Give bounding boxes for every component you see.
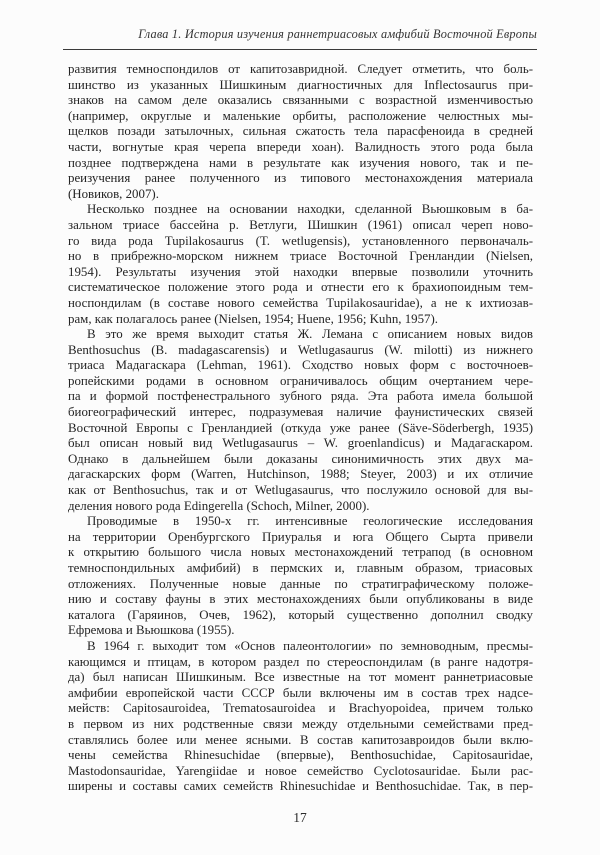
text-line: был описан новый вид Wetlugasaurus – W. groenlandicus) и Мадагаскаром. xyxy=(68,436,533,451)
text-line: знаков на самом деле оказались связанными с возрастной изменчивостью xyxy=(68,93,533,108)
text-line: как от Benthosuchus, так и от Wetlugasaurus, что послужило основой для вы- xyxy=(68,483,533,498)
text-line: Mastodonsauridae, Yarengiidae и новое семейство Cyclotosauridae. Были рас- xyxy=(68,763,533,778)
running-header: Глава 1. История изучения раннетриасовых амфибий Восточной Европы xyxy=(138,27,537,41)
header-rule-divider xyxy=(63,49,537,50)
paragraph xyxy=(68,62,533,202)
text-line: позднее подтверждена нами в результате как изучения нового, так и пе- xyxy=(68,155,533,170)
paragraph xyxy=(68,327,533,514)
text-line: но в прибрежно-морском нижнем триасе Восточной Гренландии (Nielsen, xyxy=(68,249,533,264)
paragraph xyxy=(68,202,533,327)
text-line: дагаскарских форм (Warren, Hutchinson, 1988; Steyer, 2003) и их отличие xyxy=(68,467,533,482)
text-line: триаса Мадагаскара (Lehman, 1961). Сходство новых форм с восточноев- xyxy=(68,358,533,373)
text-line: ропейскими родами в основном ограничивалось общим очертанием чере- xyxy=(68,373,533,388)
page-number: 17 xyxy=(293,810,307,825)
text-line: па и формой постфенестрального зубного ряда. Эта работа имела большой xyxy=(68,389,533,404)
text-line: отложениях. Полученные новые данные по стратиграфическому положе- xyxy=(68,576,533,591)
text-line: систематическое положение этого рода и отнести его к брахиопоидным тем- xyxy=(68,280,533,295)
text-line: мейств: Capitosauroidea, Trematosauroidea и Brachyopoidea, причем только xyxy=(68,701,533,716)
text-line: амфибии европейской части СССР были включены им в состав трех надсе- xyxy=(68,685,533,700)
text-line: да) был написан Шишкиным. Все известные на тот момент раннетриасовые xyxy=(68,670,533,685)
paragraph xyxy=(68,639,533,795)
text-line: Восточной Европы с Гренландией (откуда уже ранее (Säve-Söderbergh, 1935) xyxy=(68,420,533,435)
text-line: (например, округлые и маленькие орбиты, расположение челюстных мы- xyxy=(68,108,533,123)
text-line: нию и составу фауны в этих местонахождениях были опубликованы в виде xyxy=(68,592,533,607)
text-line: биогеографический интерес, подразумевая наличие фаунистических связей xyxy=(68,405,533,420)
text-line: рам, как полагалось ранее (Nielsen, 1954; Huene, 1956; Kuhn, 1957). xyxy=(68,311,439,326)
text-line: носпондилам (в составе нового семейства Tupilakosauridae), а не к ихтиозав- xyxy=(68,295,533,310)
text-line: деления нового рода Edingerella (Schoch, Milner, 2000). xyxy=(68,498,370,513)
text-line: ширены и составы самих семейств Rhinesuchidae и Benthosuchidae. Так, в пер- xyxy=(68,779,533,794)
text-line: ставлялись более или менее ясными. В состав капитозавроидов были вклю- xyxy=(68,732,533,747)
text-line: Ефремова и Вьюшкова (1955). xyxy=(68,623,235,638)
text-line: Benthosuchus (B. madagascarensis) и Wetlugasaurus (W. milotti) из нижнего xyxy=(68,342,533,357)
page-body-text xyxy=(68,62,533,795)
text-line: В 1964 г. выходит том «Основ палеонтологии» по земноводным, пресмы- xyxy=(87,638,533,653)
text-line: зальном триасе бассейна р. Ветлуги, Шишкин (1961) описал череп ново- xyxy=(68,217,533,232)
text-line: к открытию большого числа новых местонахождений тетрапод (в основном xyxy=(68,545,533,560)
text-line: го вида рода Tupilakosaurus (T. wetlugensis), установленного первоначаль- xyxy=(68,233,533,248)
text-line: в первом из них родственные связи между отдельными семействами пред- xyxy=(68,716,533,731)
paragraph xyxy=(68,514,533,639)
text-line: кающимся и птицам, в котором раздел по стереоспондилам (в ранге надотря- xyxy=(68,654,533,669)
text-line: 1954). Результаты изучения этой находки впервые позволили уточнить xyxy=(68,264,533,279)
text-line: темноспондильных амфибий) в пермских и, главным образом, триасовых xyxy=(68,561,533,575)
text-line: Несколько позднее на основании находки, сделанной Вьюшковым в ба- xyxy=(87,202,533,217)
text-line: части, вогнутые края черепа впереди хоан). Валидность этого рода была xyxy=(68,139,533,154)
text-line: шинство из указанных Шишкиным диагностичных для Inflectosaurus при- xyxy=(68,77,533,92)
text-line: Однако в дальнейшем были доказаны синонимичность этих двух ма- xyxy=(68,451,533,466)
text-line: В это же время выходит статья Ж. Лемана с описанием новых видов xyxy=(87,327,533,342)
text-line: каталога (Гаряинов, Очев, 1962), который существенно дополнил сводку xyxy=(68,607,533,622)
text-line: щелков позади затылочных, сильная сжатость тела парасфеноида в средней xyxy=(68,124,533,139)
text-line: чены семейства Rhinesuchidae (впервые), Benthosuchidae, Capitosauridae, xyxy=(68,748,533,763)
text-line: на территории Оренбургского Приуралья и юга Общего Сырта привели xyxy=(68,529,533,544)
text-line: реизучения ранее полученного из типового местонахождения материала xyxy=(68,171,533,186)
text-line: (Новиков, 2007). xyxy=(68,186,159,201)
text-line: Проводимые в 1950-х гг. интенсивные геологические исследования xyxy=(87,514,533,529)
text-line: развития темноспондилов от капитозавридной. Следует отметить, что боль- xyxy=(68,62,533,76)
